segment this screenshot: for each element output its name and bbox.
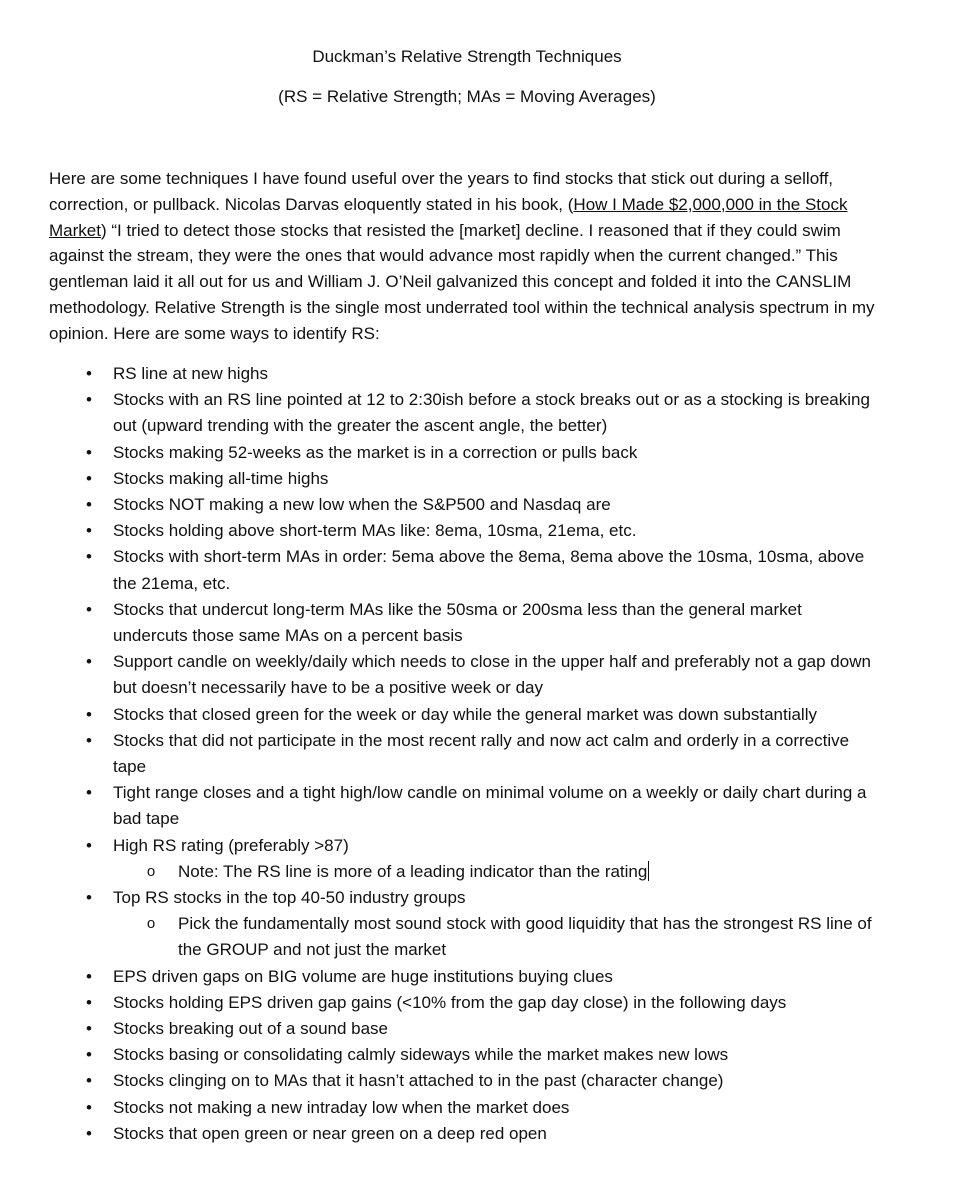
list-item-text: Stocks with short-term MAs in order: 5ema above the 8ema, 8ema above the 10sma, 10sma, above the 21ema, etc.	[113, 547, 865, 593]
list-item-text: Stocks that closed green for the week or day while the general market was down substantially	[113, 704, 817, 724]
text-cursor	[648, 861, 649, 881]
list-item	[0, 780, 873, 832]
sub-list-item	[0, 859, 878, 885]
intro-paragraph	[49, 166, 899, 347]
bullet-icon: •	[86, 835, 92, 855]
list-item-text: Tight range closes and a tight high/low candle on minimal volume on a weekly or daily chart during a bad tape	[113, 783, 867, 829]
list-item-text: Stocks making 52-weeks as the market is in a correction or pulls back	[113, 442, 638, 462]
list-item	[0, 833, 873, 859]
list-item	[0, 492, 873, 518]
list-item	[0, 1042, 873, 1068]
bullet-icon: •	[86, 888, 92, 908]
bullet-icon: •	[86, 1071, 92, 1091]
sub-list-item	[0, 911, 878, 963]
list-item-text: EPS driven gaps on BIG volume are huge institutions buying clues	[113, 966, 613, 986]
list-item	[0, 885, 873, 911]
list-item-text: Stocks making all-time highs	[113, 468, 329, 488]
rs-techniques-list	[0, 361, 964, 1147]
sub-bullet-icon: o	[146, 915, 156, 933]
bullet-icon: •	[86, 966, 92, 986]
list-item-text: Support candle on weekly/daily which needs to close in the upper half and preferably not a gap down but doesn’t necessarily have to be a positive week or day	[113, 652, 871, 698]
document-subtitle: (RS = Relative Strength; MAs = Moving Averages)	[278, 87, 656, 106]
bullet-icon: •	[86, 652, 92, 672]
list-item	[0, 518, 873, 544]
list-item-text: Stocks clinging on to MAs that it hasn’t attached to in the past (character change)	[113, 1071, 724, 1091]
list-item-text: Stocks basing or consolidating calmly sideways while the market makes new lows	[113, 1045, 729, 1065]
bullet-icon: •	[86, 495, 92, 515]
list-item	[0, 1068, 873, 1094]
list-item-text: Stocks that did not participate in the most recent rally and now act calm and orderly in a corrective tape	[113, 730, 850, 777]
list-item-text: Stocks not making a new intraday low when the market does	[113, 1097, 570, 1117]
list-item	[0, 649, 873, 701]
list-item	[0, 728, 873, 780]
list-item-text: Stocks NOT making a new low when the S&P500 and Nasdaq are	[113, 495, 611, 515]
bullet-icon: •	[86, 599, 92, 619]
list-item	[0, 361, 873, 387]
list-item-text: Stocks that open green or near green on a deep red open	[113, 1123, 547, 1143]
list-item-text: Stocks that undercut long-term MAs like the 50sma or 200sma less than the general market undercuts those same MAs on a percent basis	[113, 599, 802, 646]
list-item-text: Stocks holding above short-term MAs like: 8ema, 10sma, 21ema, etc.	[113, 521, 637, 541]
bullet-icon: •	[86, 547, 92, 567]
list-item	[0, 990, 873, 1016]
list-item	[0, 466, 873, 492]
bullet-icon: •	[86, 1045, 92, 1065]
list-item	[0, 597, 873, 649]
sub-list-item-text: Note: The RS line is more of a leading indicator than the rating	[178, 861, 648, 881]
bullet-icon: •	[86, 521, 92, 541]
bullet-icon: •	[86, 1123, 92, 1143]
bullet-icon: •	[86, 364, 92, 383]
list-item-text: Top RS stocks in the top 40-50 industry groups	[113, 888, 466, 908]
list-item	[0, 1016, 873, 1042]
bullet-icon: •	[86, 992, 92, 1012]
list-item	[0, 1121, 873, 1147]
list-item-text: Stocks with an RS line pointed at 12 to 2:30ish before a stock breaks out or as a stocking is breaking out (upward trending with the greater the ascent angle, the better)	[113, 390, 870, 436]
list-item	[0, 544, 873, 596]
bullet-icon: •	[86, 442, 92, 462]
bullet-icon: •	[86, 783, 92, 803]
document-title: Duckman’s Relative Strength Techniques	[312, 47, 622, 66]
list-item	[0, 387, 873, 439]
list-item-text: RS line at new highs	[113, 364, 268, 383]
bullet-icon: •	[86, 390, 92, 410]
list-item	[0, 440, 873, 466]
bullet-icon: •	[86, 730, 92, 750]
bullet-icon: •	[86, 704, 92, 724]
bullet-icon: •	[86, 1097, 92, 1117]
list-item-text: Stocks holding EPS driven gap gains (<10% from the gap day close) in the following days	[113, 992, 787, 1012]
sub-bullet-icon: o	[146, 862, 156, 880]
intro-text-after-book: ) “I tried to detect those stocks that resisted the [market] decline. I reasoned that if they could swim against the stream, they were the ones that would advance most rapidly when the current changed.” This gentleman laid it all out for us and William J. O’Neil galvanized this concept and folded it into the CANSLIM methodology. Relative Strength is the single most underrated tool within the technical analysis spectrum in my opinion. Here are some ways to identify RS:	[49, 220, 875, 343]
bullet-icon: •	[86, 1019, 92, 1039]
list-item	[0, 702, 873, 728]
intro-text-before-book: Here are some techniques I have found useful over the years to find stocks that stick out during a selloff, correction, or pullback. Nicolas Darvas eloquently stated in his book, (	[49, 169, 834, 214]
list-item-text: High RS rating (preferably >87)	[113, 835, 349, 855]
book-title: How I Made $2,000,000 in the Stock Market	[49, 194, 848, 240]
list-item	[0, 1095, 873, 1121]
list-item	[0, 964, 873, 990]
list-item-text: Stocks breaking out of a sound base	[113, 1019, 389, 1039]
sub-list-item-text: Pick the fundamentally most sound stock with good liquidity that has the strongest RS line of the GROUP and not just the market	[178, 914, 872, 960]
bullet-icon: •	[86, 468, 92, 488]
